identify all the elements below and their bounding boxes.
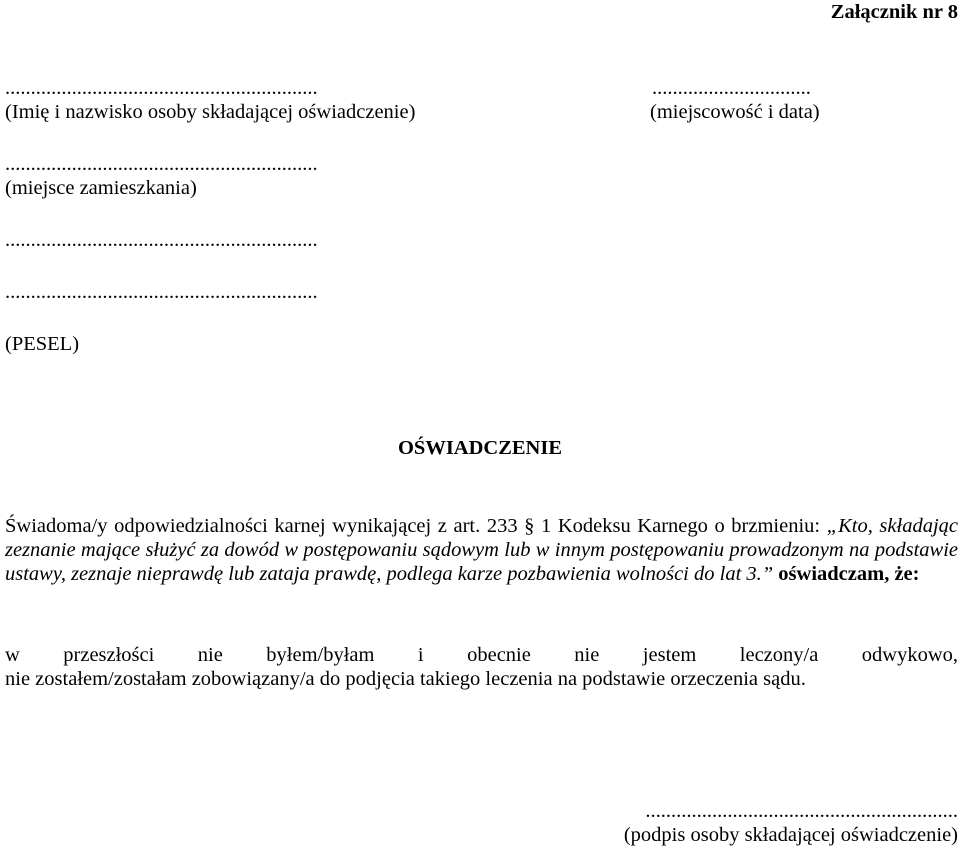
statement-paragraph	[5, 514, 958, 586]
place-date-caption: (miejscowość i data)	[650, 101, 820, 123]
residence-second-dotted-line: .............................................................	[5, 229, 318, 251]
signature-dotted-line: .............................................................	[645, 800, 958, 822]
signature-caption: (podpis osoby składającej oświadczenie)	[623, 824, 958, 846]
document-title: OŚWIADCZENIE	[397, 437, 563, 459]
name-caption: (Imię i nazwisko osoby składającej oświadczenie)	[5, 101, 416, 123]
declaration-line-2: nie zostałem/zostałam zobowiązany/a do podjęcia takiego leczenia na podstawie orzeczenia sądu.	[5, 668, 806, 690]
declaration-line-1: w przeszłości nie byłem/byłam i obecnie nie jestem leczony/a odwykowo,	[5, 644, 958, 666]
pesel-dotted-line: .............................................................	[5, 281, 318, 303]
place-date-dotted-line: ...............................	[652, 77, 811, 99]
attachment-label: Załącznik nr 8	[830, 1, 958, 23]
statement-intro: Świadoma/y odpowiedzialności karnej wynikającej z art. 233 § 1 Kodeksu Karnego o brzmieniu:	[5, 515, 827, 537]
statement-declare: oświadczam, że:	[773, 563, 920, 585]
declaration-paragraph	[5, 643, 958, 691]
name-dotted-line: .............................................................	[5, 77, 318, 99]
residence-dotted-line: .............................................................	[5, 153, 318, 175]
pesel-caption: (PESEL)	[5, 333, 80, 355]
residence-caption: (miejsce zamieszkania)	[5, 177, 197, 199]
statement-quote: „Kto, składając zeznanie mające służyć za dowód w postępowaniu sądowym lub w innym postępowaniu prowadzonym na podstawie ustawy, zeznaje nieprawdę lub zataja prawdę, podlega karze pozbawienia wolności do lat 3.”	[5, 515, 958, 585]
